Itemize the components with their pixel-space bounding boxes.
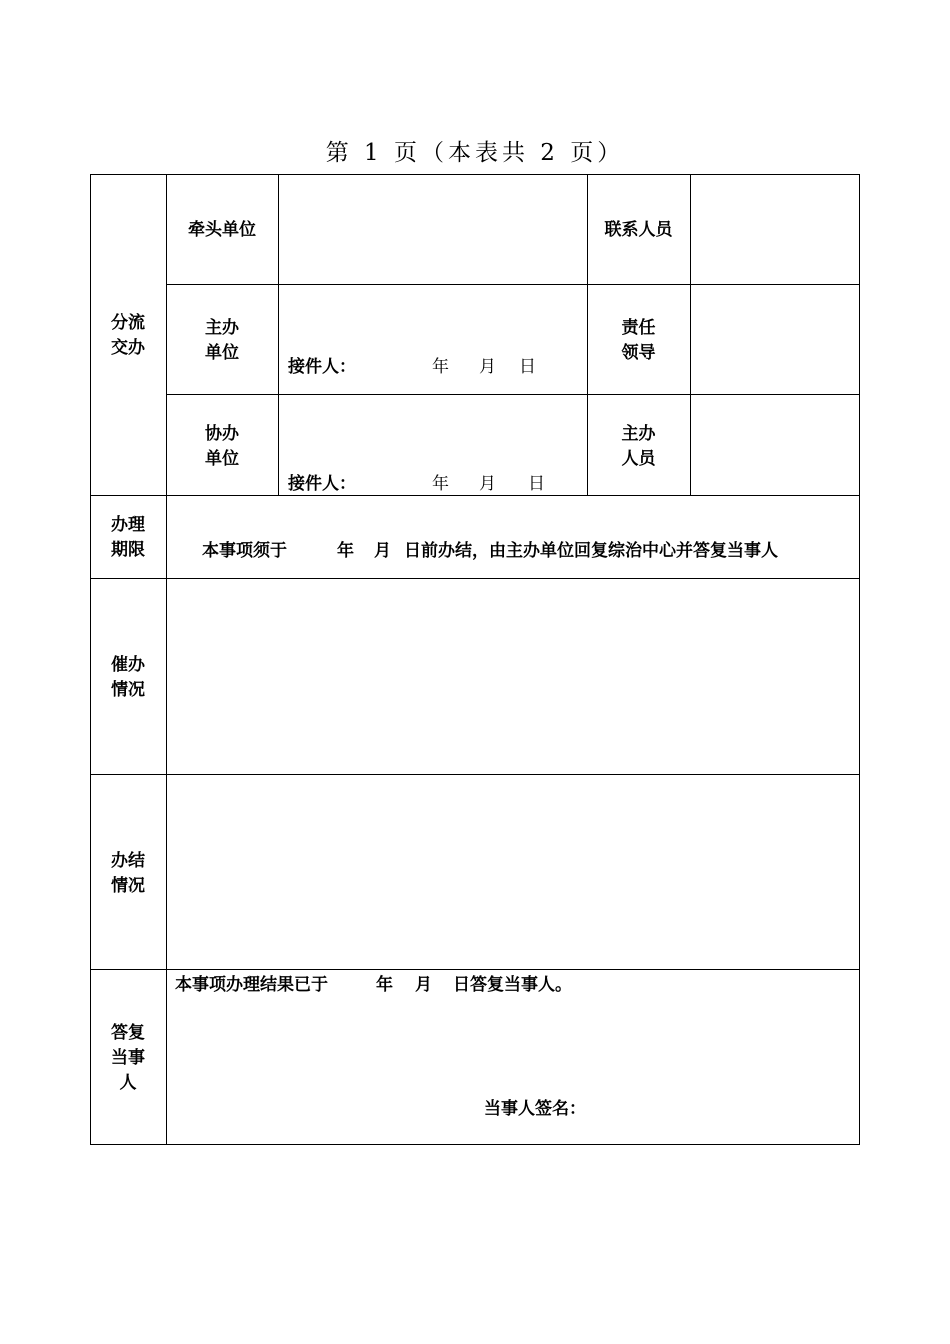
table-border-bottom [90, 1144, 860, 1145]
table-border-right [859, 174, 860, 1145]
contact-label: 联系人员 [604, 220, 673, 240]
completion-field[interactable] [167, 775, 859, 969]
host-staff-field[interactable] [691, 395, 859, 495]
co-unit-label: 协办 单位 [205, 424, 239, 469]
responsible-leader-label: 责任 领导 [621, 318, 656, 363]
host-unit-label: 主办 单位 [205, 318, 239, 363]
host-staff-label: 主办 人员 [621, 424, 656, 469]
urging-field[interactable] [167, 579, 859, 774]
reply-year: 年 [376, 975, 393, 995]
responsible-leader-field[interactable] [691, 285, 859, 394]
lead-unit-label: 牵头单位 [188, 220, 256, 240]
co-date-year: 年 [432, 474, 449, 494]
reply-text-suffix: 日答复当事人。 [453, 975, 572, 995]
deadline-month: 月 [374, 541, 391, 561]
distribution-label: 分流 交办 [111, 313, 145, 358]
reply-label: 答复 当事 人 [111, 1023, 145, 1093]
host-unit-field[interactable] [279, 285, 587, 394]
co-date-day: 日 [528, 474, 545, 494]
contact-field[interactable] [691, 175, 859, 284]
reply-text-prefix: 本事项办理结果已于 [175, 975, 328, 995]
host-receiver-label: 接件人： [288, 357, 356, 377]
co-unit-field[interactable] [279, 395, 587, 495]
deadline-text-suffix: 日前办结，由主办单位回复综治中心并答复当事人 [404, 541, 778, 561]
host-date-day: 日 [519, 357, 536, 377]
urging-label: 催办 情况 [111, 655, 145, 700]
co-date-month: 月 [479, 474, 496, 494]
completion-label: 办结 情况 [111, 851, 145, 896]
deadline-text-prefix: 本事项须于 [202, 541, 287, 561]
host-date-month: 月 [479, 357, 496, 377]
reply-month: 月 [415, 975, 432, 995]
signature-label: 当事人签名： [484, 1099, 586, 1119]
deadline-label: 办理 期限 [111, 515, 145, 560]
deadline-field[interactable] [167, 496, 859, 578]
reply-field[interactable] [167, 970, 859, 1144]
co-receiver-label: 接件人： [288, 474, 356, 494]
lead-unit-field[interactable] [279, 175, 587, 284]
deadline-year: 年 [337, 541, 354, 561]
page-title: 第 1 页（本表共 2 页） [325, 140, 625, 166]
host-date-year: 年 [432, 357, 449, 377]
